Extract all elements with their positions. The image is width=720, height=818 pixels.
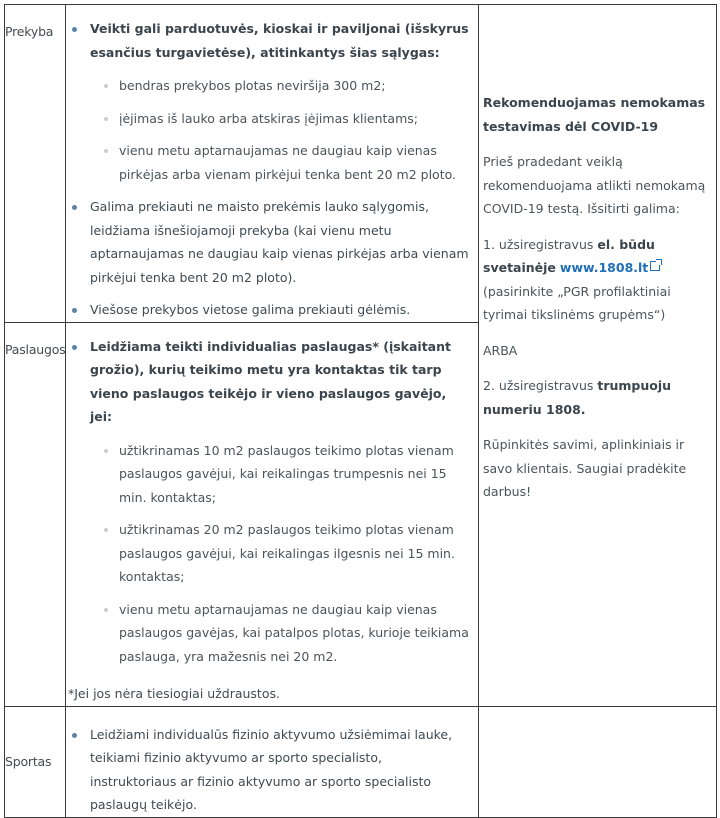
option-2-bold: trumpuoju numeriu 1808. <box>483 378 672 417</box>
content-cell <box>66 706 479 817</box>
content-cell <box>66 322 479 706</box>
testing-closing: Rūpinkitės savimi, aplinkiniais ir savo klientais. Saugiai pradėkite darbus! <box>483 437 687 499</box>
option-1-bold: el. būdu svetainėje <box>483 236 655 275</box>
testing-or: ARBA <box>483 342 518 358</box>
external-link-icon <box>650 261 660 271</box>
registration-link[interactable]: www.1808.lt <box>559 260 649 275</box>
sub-list-item: užtikrinamas 10 m2 paslaugos teikimo plotas vienam paslaugos gavėjui, kai reikalingas trumpesnis nei 15 min. kontaktas; <box>102 439 472 510</box>
list-item: Galima prekiauti ne maisto prekėmis lauko sąlygomis, leidžiama išnešiojamoji prekyba (kai vienu metu aptarnaujamas ne daugiau kaip vienas pirkėjas arba vienam pirkėjui tenka bent 20 m2 ploto). <box>66 195 472 289</box>
list-item-lead: Leidžiama teikti individualias paslaugas* (įskaitant grožio), kurių teikimo metu yra kontaktas tik tarp vieno paslaugos teikėjo ir vieno paslaugos gavėjo, jei: <box>90 338 451 424</box>
category-label: Paslaugos <box>5 341 66 357</box>
testing-info-cell <box>479 5 717 707</box>
list-item-lead: Veikti gali parduotuvės, kioskai ir paviljonai (išskyrus esančius turgavietėse), atitinkantys šias sąlygas: <box>90 21 469 60</box>
category-cell <box>5 5 66 323</box>
option-1-prefix: 1. užsiregistravus <box>483 236 598 252</box>
option-1-suffix: (pasirinkite „PGR profilaktiniai tyrimai tikslinėms grupėms“) <box>483 283 671 322</box>
category-cell <box>5 322 66 706</box>
restrictions-table <box>4 4 717 818</box>
list-item: Viešose prekybos vietose galima prekiauti gėlėmis. <box>66 298 472 322</box>
table-row-prekyba <box>5 5 717 323</box>
testing-option-2 <box>483 374 706 421</box>
sub-list-item: vienu metu aptarnaujamas ne daugiau kaip vienas paslaugos gavėjas, kai patalpos plotas, kurioje teikiama paslauga, yra mažesnis nei 20 m2. <box>102 598 472 669</box>
content-cell <box>66 5 479 323</box>
bullet-list <box>66 723 472 817</box>
sub-list <box>90 74 472 186</box>
sub-list-item: vienu metu aptarnaujamas ne daugiau kaip vienas pirkėjas arba vienam pirkėjui tenka bent 20 m2 ploto. <box>102 139 472 186</box>
category-label: Prekyba <box>5 24 54 39</box>
sub-list-item: užtikrinamas 20 m2 paslaugos teikimo plotas vienam paslaugos gavėjui, kai reikalingas ilgesnis nei 15 min. kontaktas; <box>102 518 472 589</box>
testing-intro: Prieš pradedant veiklą rekomenduojama atlikti nemokamą COVID-19 testą. Išsitirti galima: <box>483 154 706 216</box>
sub-list <box>90 439 472 669</box>
bullet-list <box>66 335 472 669</box>
list-item <box>66 17 472 186</box>
option-2-prefix: 2. užsiregistravus <box>483 378 598 393</box>
bullet-list <box>66 17 472 322</box>
list-item <box>66 335 472 669</box>
category-cell <box>5 706 66 817</box>
testing-heading: Rekomenduojamas nemokamas testavimas dėl COVID-19 <box>483 95 706 134</box>
empty-cell <box>479 706 717 817</box>
table-row-sportas <box>5 706 717 817</box>
sub-list-item: įėjimas iš lauko arba atskiras įėjimas klientams; <box>102 107 472 131</box>
category-label: Sportas <box>5 754 52 769</box>
testing-option-1 <box>483 233 706 327</box>
list-item: Leidžiami individualūs fizinio aktyvumo užsiėmimai lauke, teikiami fizinio aktyvumo ar sporto specialisto, instruktoriaus ar fizinio aktyvumo ar sporto specialisto paslaugų teikėjo. <box>66 723 472 817</box>
sub-list-item: bendras prekybos plotas neviršija 300 m2; <box>102 74 472 98</box>
footnote: *Jei jos nėra tiesiogiai uždraustos. <box>68 686 280 701</box>
